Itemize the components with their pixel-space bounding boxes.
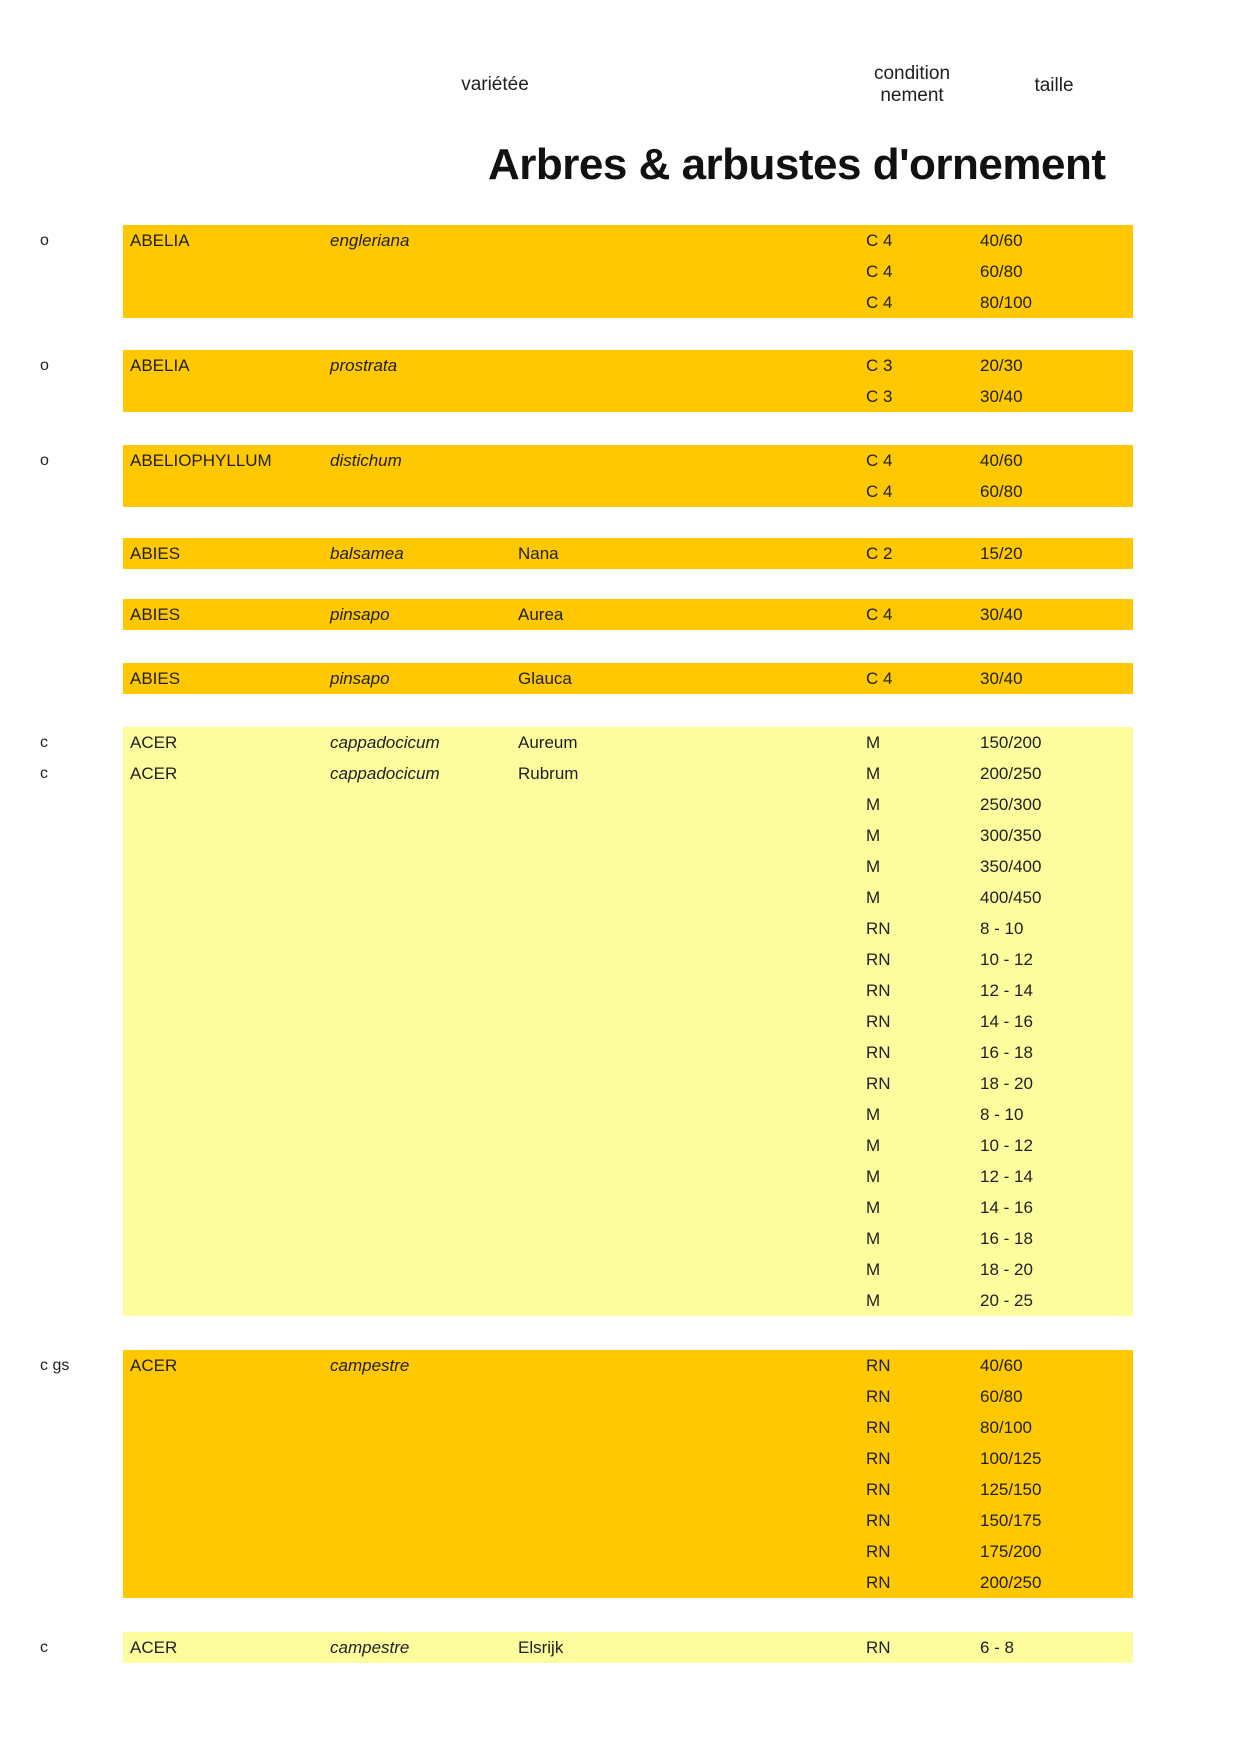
size-cell: 14 - 16 [980,1012,1033,1031]
column-header-size: taille [1034,75,1074,96]
table-row [123,538,1133,569]
table-row [123,1006,1133,1037]
species-cell: campestre [330,1638,410,1657]
table-row [123,1037,1133,1068]
table-row [40,445,1133,476]
conditioning-cell: C 4 [866,231,893,250]
size-cell: 175/200 [980,1542,1042,1561]
table-row [123,820,1133,851]
genus-cell: ABELIA [130,231,190,250]
conditioning-cell: RN [866,1480,891,1499]
size-cell: 12 - 14 [980,981,1033,1000]
species-block [40,350,1133,412]
species-cell: campestre [330,1356,410,1375]
conditioning-cell: C 3 [866,387,893,406]
conditioning-cell: C 4 [866,605,893,624]
species-block [40,538,1133,569]
conditioning-cell: M [866,1229,881,1248]
table-row [123,851,1133,882]
conditioning-cell: C 3 [866,356,893,375]
species-cell: cappadocicum [330,764,440,783]
table-row [123,944,1133,975]
size-cell: 150/175 [980,1511,1042,1530]
table-row [123,1505,1133,1536]
cultivar-cell: Glauca [518,669,572,688]
conditioning-cell: C 4 [866,482,893,501]
conditioning-cell: RN [866,919,891,938]
genus-cell: ACER [130,1356,178,1375]
size-cell: 60/80 [980,482,1023,501]
species-block [40,1350,1133,1598]
size-cell: 14 - 16 [980,1198,1033,1217]
conditioning-cell: M [866,1260,881,1279]
row-label: o [40,232,49,249]
size-cell: 16 - 18 [980,1043,1033,1062]
conditioning-cell: C 4 [866,293,893,312]
size-cell: 400/450 [980,888,1042,907]
size-cell: 300/350 [980,826,1042,845]
size-cell: 30/40 [980,605,1023,624]
genus-cell: ABIES [130,544,181,563]
genus-cell: ACER [130,733,178,752]
table-row [123,663,1133,694]
conditioning-cell: RN [866,1542,891,1561]
size-cell: 16 - 18 [980,1229,1033,1248]
size-cell: 200/250 [980,1573,1042,1592]
size-cell: 40/60 [980,451,1023,470]
size-cell: 8 - 10 [980,919,1024,938]
table-row [123,287,1133,318]
size-cell: 30/40 [980,669,1023,688]
species-cell: pinsapo [330,605,390,624]
table-row [40,350,1133,381]
size-cell: 125/150 [980,1480,1042,1499]
species-block [40,599,1133,630]
size-cell: 12 - 14 [980,1167,1033,1186]
conditioning-cell: RN [866,1012,891,1031]
species-block-rows [40,445,1133,507]
genus-cell: ABIES [130,669,181,688]
size-cell: 60/80 [980,262,1023,281]
size-cell: 250/300 [980,795,1042,814]
table-row [123,1192,1133,1223]
species-block-rows [123,599,1133,630]
row-label: c [40,765,48,782]
conditioning-cell: RN [866,1043,891,1062]
cultivar-cell: Nana [518,544,559,563]
species-cell: cappadocicum [330,733,440,752]
table-row [123,1161,1133,1192]
table-row [123,1223,1133,1254]
conditioning-cell: M [866,826,881,845]
conditioning-cell: M [866,733,881,752]
table-row [123,1254,1133,1285]
conditioning-cell: C 4 [866,262,893,281]
size-cell: 350/400 [980,857,1042,876]
column-header-conditioning-line1: condition [873,63,951,84]
cultivar-cell: Elsrijk [518,1638,564,1657]
row-label: o [40,452,49,469]
conditioning-cell: M [866,1167,881,1186]
size-cell: 150/200 [980,733,1042,752]
table-row [123,1285,1133,1316]
species-cell: distichum [330,451,402,470]
conditioning-cell: RN [866,981,891,1000]
row-label: c [40,734,48,751]
genus-cell: ABELIOPHYLLUM [130,451,272,470]
table-row [40,758,1133,789]
species-cell: engleriana [330,231,410,250]
conditioning-cell: RN [866,1573,891,1592]
table-row [123,1068,1133,1099]
column-header-conditioning [850,63,974,107]
size-cell: 80/100 [980,293,1032,312]
column-header-conditioning-line2: nement [880,85,944,106]
conditioning-cell: M [866,764,881,783]
table-row [40,727,1133,758]
species-block-rows [40,225,1133,318]
conditioning-cell: C 2 [866,544,893,563]
size-cell: 18 - 20 [980,1260,1033,1279]
table-row [123,1536,1133,1567]
species-block [40,1632,1133,1663]
conditioning-cell: RN [866,950,891,969]
conditioning-cell: M [866,795,881,814]
table-row [123,789,1133,820]
conditioning-cell: M [866,888,881,907]
table-row [123,1443,1133,1474]
cultivar-cell: Aurea [518,605,564,624]
table-row [123,1381,1133,1412]
species-block-rows [123,663,1133,694]
page-title: Arbres & arbustes d'ornement [488,140,1106,189]
genus-cell: ACER [130,764,178,783]
row-label: o [40,357,49,374]
size-cell: 10 - 12 [980,1136,1033,1155]
conditioning-cell: RN [866,1387,891,1406]
species-cell: balsamea [330,544,404,563]
conditioning-cell: RN [866,1074,891,1093]
size-cell: 10 - 12 [980,950,1033,969]
species-block-rows [123,538,1133,569]
size-cell: 18 - 20 [980,1074,1033,1093]
conditioning-cell: RN [866,1511,891,1530]
species-block [40,663,1133,694]
row-label: c gs [40,1357,70,1374]
size-cell: 15/20 [980,544,1023,563]
genus-cell: ACER [130,1638,178,1657]
size-cell: 6 - 8 [980,1638,1015,1657]
species-cell: pinsapo [330,669,390,688]
size-cell: 20/30 [980,356,1023,375]
table-row [40,1350,1133,1381]
conditioning-cell: C 4 [866,451,893,470]
conditioning-cell: M [866,1105,881,1124]
table-row [123,599,1133,630]
size-cell: 8 - 10 [980,1105,1024,1124]
conditioning-cell: RN [866,1449,891,1468]
conditioning-cell: RN [866,1638,891,1657]
conditioning-cell: M [866,1198,881,1217]
species-block [40,445,1133,507]
table-row [123,476,1133,507]
table-row [123,1099,1133,1130]
table-row [123,1130,1133,1161]
conditioning-cell: RN [866,1418,891,1437]
genus-cell: ABIES [130,605,181,624]
conditioning-cell: RN [866,1356,891,1375]
species-block [40,727,1133,1316]
conditioning-cell: M [866,1136,881,1155]
size-cell: 20 - 25 [980,1291,1033,1310]
species-block-rows [40,350,1133,412]
species-block [40,225,1133,318]
table-row [123,1474,1133,1505]
table-row [123,975,1133,1006]
size-cell: 100/125 [980,1449,1042,1468]
cultivar-cell: Rubrum [518,764,579,783]
conditioning-cell: M [866,857,881,876]
genus-cell: ABELIA [130,356,190,375]
size-cell: 80/100 [980,1418,1032,1437]
size-cell: 40/60 [980,231,1023,250]
size-cell: 200/250 [980,764,1042,783]
size-cell: 30/40 [980,387,1023,406]
size-cell: 40/60 [980,1356,1023,1375]
species-block-rows [40,1350,1133,1598]
species-block-rows [40,1632,1133,1663]
table-row [123,882,1133,913]
size-cell: 60/80 [980,1387,1023,1406]
species-block-rows [40,727,1133,1316]
table-row [123,913,1133,944]
table-row [40,1632,1133,1663]
species-cell: prostrata [330,356,398,375]
table-row [123,1412,1133,1443]
conditioning-cell: M [866,1291,881,1310]
cultivar-cell: Aureum [518,733,578,752]
table-row [123,381,1133,412]
column-header-variety: variétée [461,74,529,95]
row-label: c [40,1639,48,1656]
table-row [40,225,1133,256]
table-row [123,1567,1133,1598]
table-row [123,256,1133,287]
conditioning-cell: C 4 [866,669,893,688]
